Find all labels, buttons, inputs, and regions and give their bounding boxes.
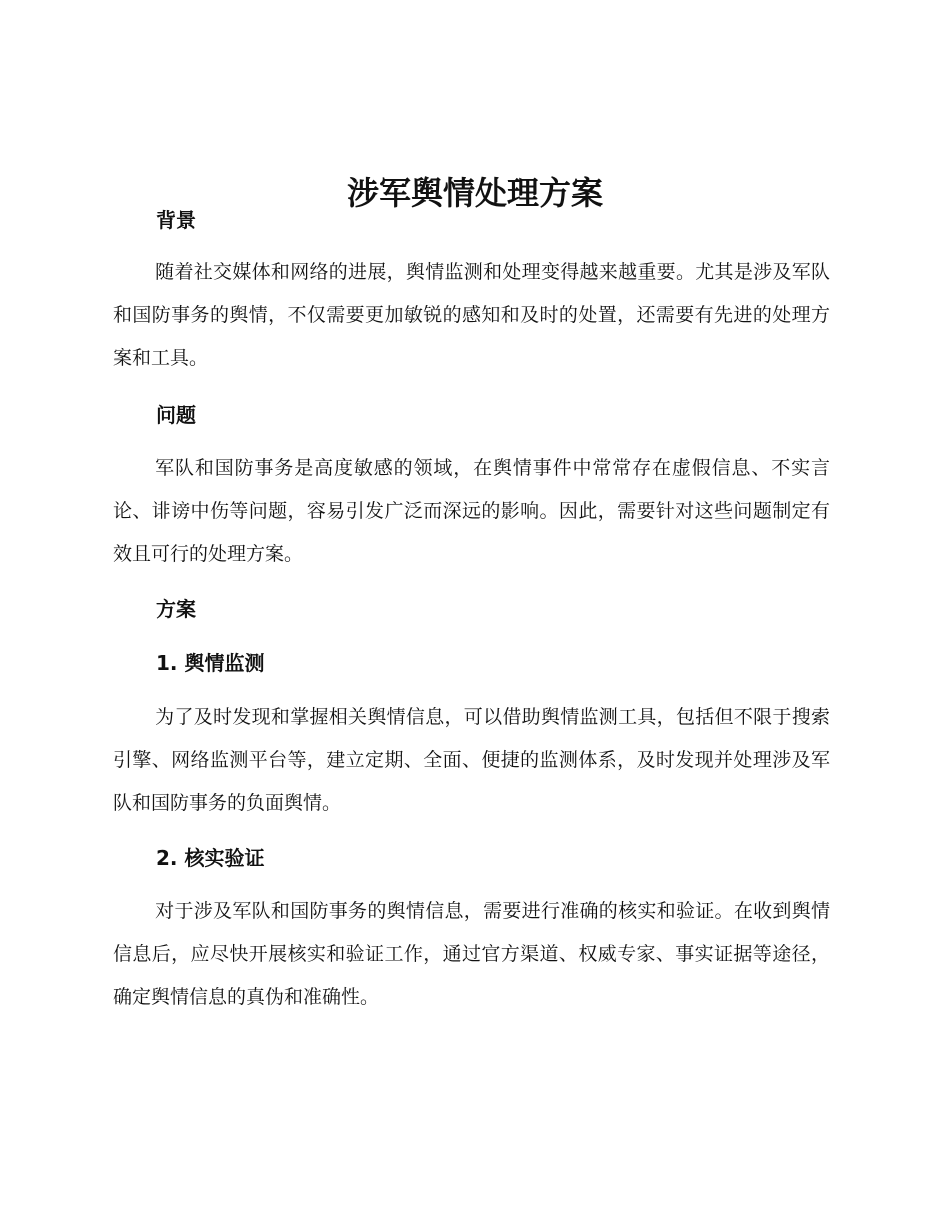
section-heading-background: 背景	[156, 208, 196, 232]
section-heading-verification: 2. 核实验证	[156, 846, 265, 870]
section-paragraph-monitoring: 为了及时发现和掌握相关舆情信息，可以借助舆情监测工具，包括但不限于搜索引擎、网络监测平台等，建立定期、全面、便捷的监测体系，及时发现并处理涉及军队和国防事务的负面舆情。	[113, 706, 830, 814]
section-heading-plan: 方案	[156, 597, 196, 621]
section-paragraph-verification: 对于涉及军队和国防事务的舆情信息，需要进行准确的核实和验证。在收到舆情信息后，应尽快开展核实和验证工作，通过官方渠道、权威专家、事实证据等途径，确定舆情信息的真伪和准确性。	[113, 900, 830, 1008]
document-title: 涉军舆情处理方案	[346, 174, 603, 213]
section-heading-problem: 问题	[156, 403, 196, 427]
section-paragraph-problem: 军队和国防事务是高度敏感的领域，在舆情事件中常常存在虚假信息、不实言论、诽谤中伤等问题，容易引发广泛而深远的影响。因此，需要针对这些问题制定有效且可行的处理方案。	[113, 457, 830, 565]
section-paragraph-background: 随着社交媒体和网络的进展，舆情监测和处理变得越来越重要。尤其是涉及军队和国防事务的舆情，不仅需要更加敏锐的感知和及时的处置，还需要有先进的处理方案和工具。	[113, 261, 830, 369]
section-heading-monitoring: 1. 舆情监测	[156, 651, 265, 675]
